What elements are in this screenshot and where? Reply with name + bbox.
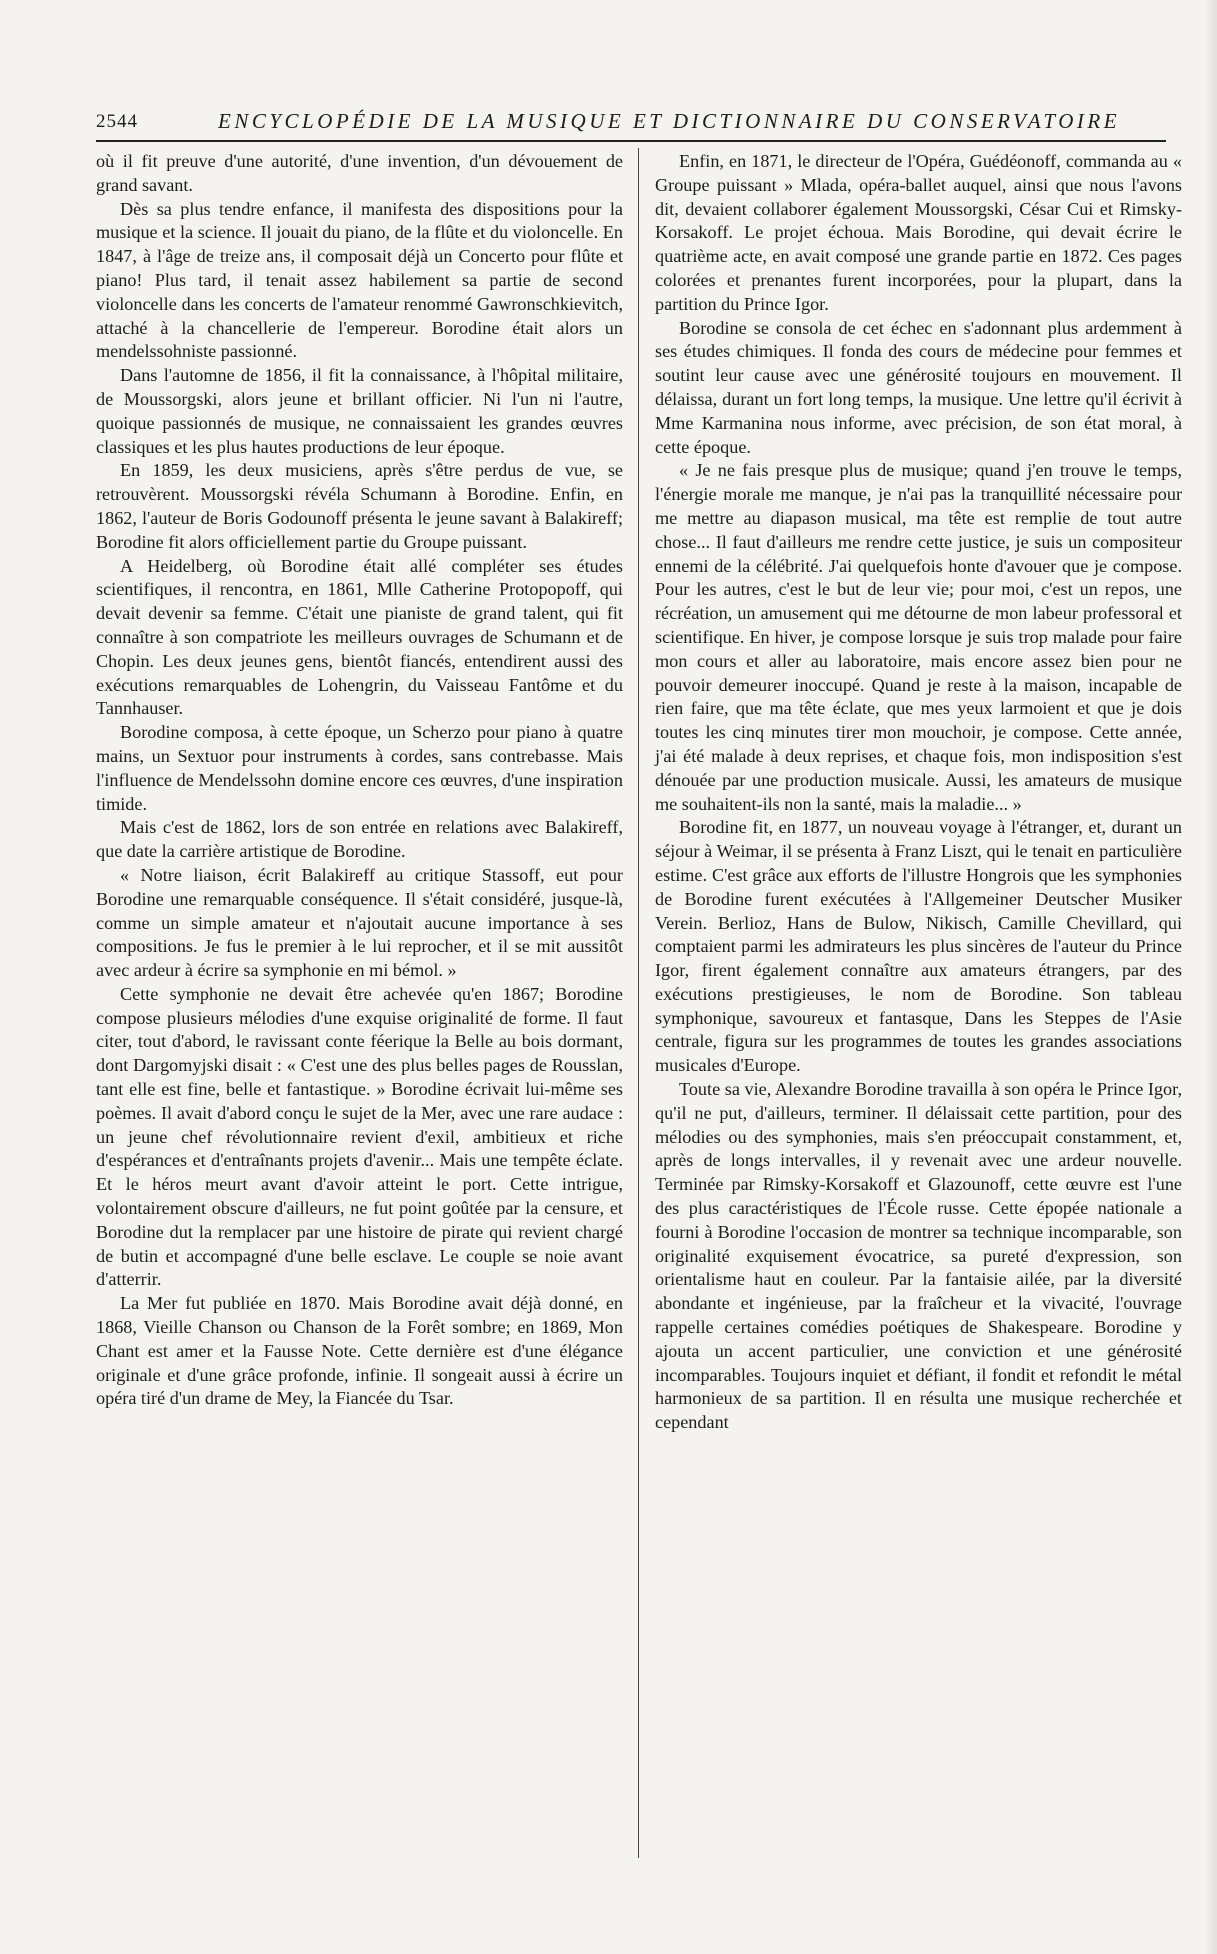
column-divider (638, 148, 639, 1858)
paragraph: Dans l'automne de 1856, il fit la connaissance, à l'hôpital militaire, de Moussorgski, alors jeune et brillant officier. Ni l'un ni l'autre, quoique passionnés de musique, ne connaissaient les grandes œuvres classiques et les plus hautes productions de leur époque. (96, 365, 623, 457)
paragraph: Borodine composa, à cette époque, un Scherzo pour piano à quatre mains, un Sextuor pour instruments à cordes, sans contrebasse. Mais l'influence de Mendelssohn domine encore ces œuvres, d'une inspiration timide. (96, 722, 623, 814)
paragraph: Toute sa vie, Alexandre Borodine travailla à son opéra le Prince Igor, qu'il ne put, d'ailleurs, terminer. Il délaissait cette partition, pour des mélodies ou des symphonies, mais s'en préoccupait constamment, et, après de longs intervalles, il y revenait avec une ardeur nouvelle. Terminée par Rimsky-Korsakoff et Glazounoff, cette œuvre est l'une des plus caractéristiques de l'École russe. Cette épopée nationale a fourni à Borodine l'occasion de montrer sa technique incomparable, son originalité exquisement évocatrice, sa pureté d'expression, son orientalisme haut en couleur. Par la fantaisie ailée, par la diversité abondante et ingénieuse, par la fraîcheur et la vivacité, l'ouvrage rappelle certaines comédies poétiques de Shakespeare. Borodine y ajouta un accent particulier, une conviction et une générosité incomparables. Toujours inquiet et défiant, il fondit et refondit le métal harmonieux de sa partition. Il en résulta une musique recherchée et cependant (655, 1079, 1182, 1433)
right-column (655, 150, 1182, 1435)
paragraph: « Je ne fais presque plus de musique; quand j'en trouve le temps, l'énergie morale me manque, je n'ai pas la tranquillité nécessaire pour me mettre au diapason musical, ma tête est remplie de tout autre chose... Il faut d'ailleurs me rendre cette justice, je suis un compositeur ennemi de la célébrité. J'ai quelquefois honte d'avouer que je compose. Pour les autres, c'est le but de leur vie; pour moi, c'est un repos, une récréation, un amusement qui me détourne de mon labeur professoral et scientifique. En hiver, je compose lorsque je suis trop malade pour faire mon cours et aller au laboratoire, mais encore assez bien pour ne pouvoir demeurer inoccupé. Quand je reste à la maison, incapable de rien faire, que ma tête éclate, que mes yeux larmoient et que je dois toutes les cinq minutes tirer mon mouchoir, je compose. Cette année, j'ai été malade à deux reprises, et chaque fois, mon indisposition s'est dénouée par une production musicale. Aussi, les amateurs de musique me souhaitent-ils non la santé, mais la maladie... » (655, 460, 1182, 814)
paragraph: Cette symphonie ne devait être achevée qu'en 1867; Borodine compose plusieurs mélodies d'une exquise originalité de forme. Il faut citer, tout d'abord, le ravissant conte féerique la Belle au bois dormant, dont Dargomyjski disait : « C'est une des plus belles pages de Rousslan, tant elle est fine, belle et fantastique. » Borodine écrivait lui-même ses poèmes. Il avait d'abord conçu le sujet de la Mer, avec une rare audace : un jeune chef révolutionnaire revient d'exil, ambitieux et riche d'espérances et d'entraînants projets d'avenir... Mais une tempête éclate. Et le héros meurt avant d'avoir atteint le port. Cette intrigue, volontairement obscure d'ailleurs, ne fut point goûtée par la censure, et Borodine dut la remplacer par une histoire de pirate qui revient chargé de butin et accompagné d'une belle esclave. Le couple se noie avant d'atterrir. (96, 983, 623, 1290)
running-title: ENCYCLOPÉDIE DE LA MUSIQUE ET DICTIONNAIRE DU CONSERVATOIRE (218, 109, 1121, 133)
paragraph: Borodine se consola de cet échec en s'adonnant plus ardemment à ses études chimiques. Il fonda des cours de médecine pour femmes et soutint leur cause avec une générosité toujours en mouvement. Il délaissa, durant un fort long temps, la musique. Une lettre qu'il écrivit à Mme Karmanina nous informe, avec précision, de son état moral, à cette époque. (655, 317, 1182, 457)
paragraph: La Mer fut publiée en 1870. Mais Borodine avait déjà donné, en 1868, Vieille Chanson ou Chanson de la Forêt sombre; en 1869, Mon Chant est amer et la Fausse Note. Cette dernière est d'une élégance originale et d'une grâce profonde, infinie. Il songeait aussi à écrire un opéra tiré d'un drame de Mey, la Fiancée du Tsar. (96, 1293, 623, 1409)
paragraph: En 1859, les deux musiciens, après s'être perdus de vue, se retrouvèrent. Moussorgski révéla Schumann à Borodine. Enfin, en 1862, l'auteur de Boris Godounoff présenta le jeune savant à Balakireff; Borodine fit alors officiellement partie du Groupe puissant. (96, 460, 623, 552)
paragraph: Dès sa plus tendre enfance, il manifesta des dispositions pour la musique et la science. Il jouait du piano, de la flûte et du violoncelle. En 1847, à l'âge de treize ans, il composait déjà un Concerto pour flûte et piano! Plus tard, il tenait assez habilement sa partie de second violoncelle dans les concerts de l'amateur renommé Gawronschkievitch, attaché à la chancellerie de l'empereur. Borodine était alors un mendelssohniste passionné. (96, 198, 623, 362)
page-number: 2544 (96, 111, 138, 132)
header-rule (96, 140, 1166, 142)
paragraph: Mais c'est de 1862, lors de son entrée en relations avec Balakireff, que date la carrière artistique de Borodine. (96, 817, 623, 862)
left-column (96, 150, 623, 1411)
paragraph: où il fit preuve d'une autorité, d'une invention, d'un dévouement de grand savant. (96, 151, 623, 195)
paragraph: Borodine fit, en 1877, un nouveau voyage à l'étranger, et, durant un séjour à Weimar, il se présenta à Franz Liszt, qui le tenait en particulière estime. C'est grâce aux efforts de l'illustre Hongrois que les symphonies de Borodine furent exécutées à l'Allgemeiner Deutscher Musiker Verein. Berlioz, Hans de Bulow, Nikisch, Camille Chevillard, qui comptaient parmi les admirateurs les plus sincères de l'auteur du Prince Igor, firent également connaître aux amateurs étrangers, par des exécutions prestigieuses, le nom de Borodine. Son tableau symphonique, savoureux et fantasque, Dans les Steppes de l'Asie centrale, figura sur les programmes de toutes les grandes associations musicales d'Europe. (655, 817, 1182, 1076)
paragraph: A Heidelberg, où Borodine était allé compléter ses études scientifiques, il rencontra, en 1861, Mlle Catherine Protopopoff, qui devait devenir sa femme. C'était une pianiste de grand talent, qui fit connaître à son compatriote les meilleurs ouvrages de Schumann et de Chopin. Les deux jeunes gens, bientôt fiancés, entendirent aussi des exécutions remarquables de Lohengrin, du Vaisseau Fantôme et du Tannhauser. (96, 555, 623, 719)
paragraph: Enfin, en 1871, le directeur de l'Opéra, Guédéonoff, commanda au « Groupe puissant » Mlada, opéra-ballet auquel, ainsi que nous l'avons dit, devaient collaborer également Moussorgski, César Cui et Rimsky-Korsakoff. Le projet échoua. Mais Borodine, qui devait écrire le quatrième acte, en avait composé une grande partie en 1872. Ces pages colorées et prenantes furent incorporées, pour la plupart, dans la partition du Prince Igor. (655, 151, 1182, 314)
paragraph: « Notre liaison, écrit Balakireff au critique Stassoff, eut pour Borodine une remarquable conséquence. Il s'était considéré, jusque-là, comme un simple amateur et n'ajoutait aucune importance à ses compositions. Je fus le premier à le lui reprocher, et il se mit aussitôt avec ardeur à écrire sa symphonie en mi bémol. » (96, 864, 623, 981)
page-edge-shadow (1205, 0, 1217, 1954)
